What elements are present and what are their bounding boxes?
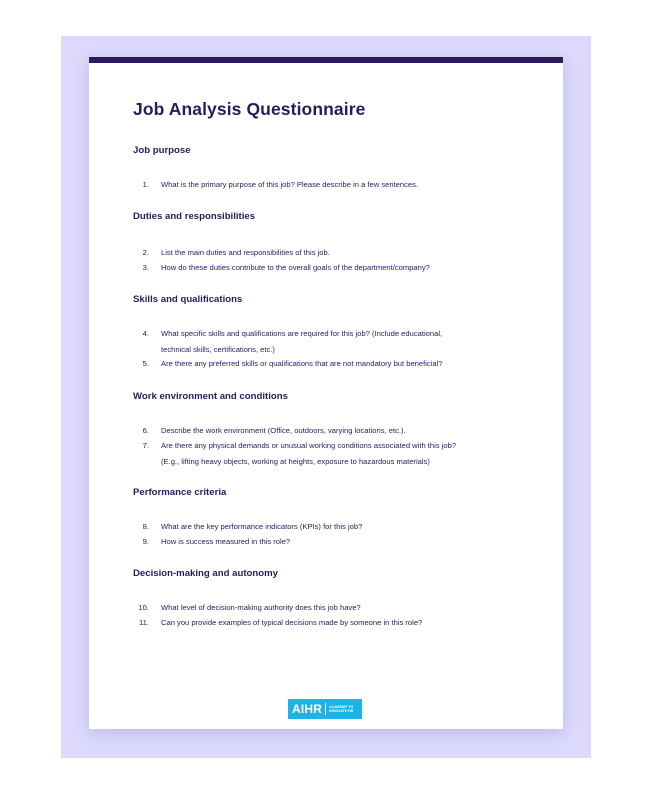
document-page [89,57,563,729]
section-heading-job-purpose: Job purpose [133,145,191,156]
question-number: 1. [142,180,149,189]
question-line: How do these duties contribute to the overall goals of the department/company? [161,263,430,272]
logo-tagline-line: INNOVATE HR [329,709,354,713]
question-number: 7. [142,441,149,450]
logo-divider [325,703,326,715]
question-line: What are the key performance indicators (KPIs) for this job? [161,522,363,531]
question-text [161,260,501,276]
question-line: Describe the work environment (Office, outdoors, varying locations, etc.). [161,426,406,435]
question-text [161,438,501,470]
section-heading-performance: Performance criteria [133,487,227,498]
logo-tagline-line: ACADEMY TO [329,704,354,709]
question-text [161,423,501,439]
section-heading-work-environment: Work environment and conditions [133,391,288,402]
question-number: 3. [142,263,149,272]
question-text [161,356,501,372]
question-line: (E.g., lifting heavy objects, working at heights, exposure to hazardous materials) [161,457,430,466]
question-text [161,600,501,616]
question-line: Are there any preferred skills or qualifications that are not mandatory but beneficial? [161,359,443,368]
question-line: What level of decision-making authority does this job have? [161,603,361,612]
question-text [161,245,501,261]
logo-tagline [329,705,353,714]
section-heading-duties: Duties and responsibilities [133,211,256,222]
question-text [161,177,501,193]
question-text [161,326,501,358]
question-line: List the main duties and responsibilities of this job. [161,248,330,257]
question-line: technical skills, certifications, etc.) [161,345,275,354]
question-number: 5. [142,359,149,368]
question-number: 4. [142,329,149,338]
question-number: 9. [142,537,149,546]
question-line: How is success measured in this role? [161,537,291,546]
question-number: 11. [139,618,149,627]
question-text [161,615,501,631]
question-text [161,519,501,535]
question-number: 10. [138,603,149,612]
section-heading-skills: Skills and qualifications [133,294,243,305]
logo-wordmark: AIHR [292,702,323,716]
document-title: Job Analysis Questionnaire [133,99,366,119]
page-top-bar [89,57,563,63]
aihr-logo [288,699,362,719]
question-line: What is the primary purpose of this job? Please describe in a few sentences. [161,180,419,189]
question-number: 8. [142,522,149,531]
question-line: Are there any physical demands or unusual working conditions associated with this job? [161,441,457,450]
question-number: 2. [142,248,149,257]
question-line: Can you provide examples of typical decisions made by someone in this role? [161,618,423,627]
section-heading-decision-making: Decision-making and autonomy [133,568,278,579]
question-line: What specific skills and qualifications are required for this job? (Include educational, [161,329,443,338]
question-number: 6. [142,426,149,435]
question-text [161,534,501,550]
